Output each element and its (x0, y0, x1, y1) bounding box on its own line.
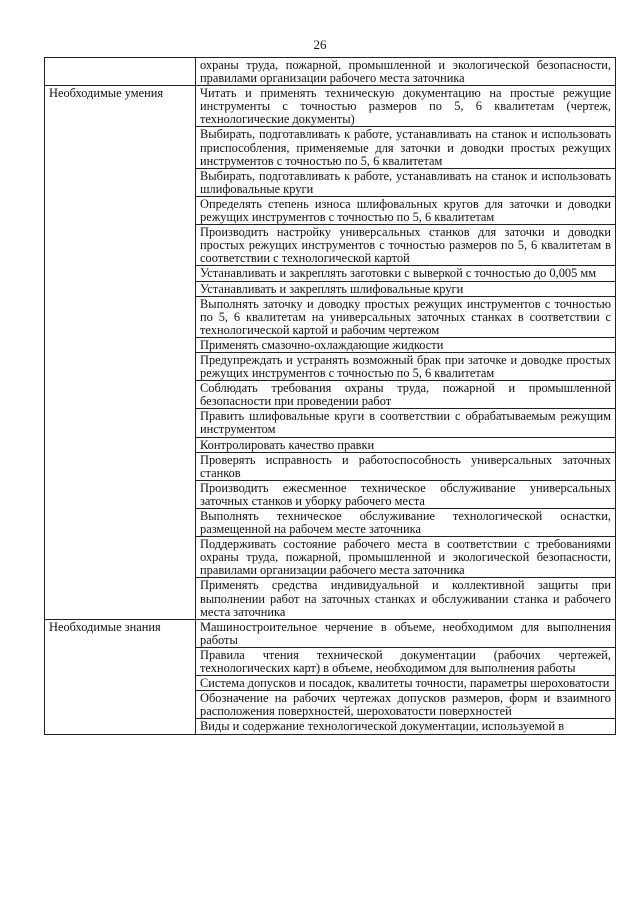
requirement-text: Править шлифовальные круги в соответствии с обрабатываемым режущим инструментом (196, 409, 616, 437)
requirement-text: Система допусков и посадок, квалитеты точности, параметры шероховатости (196, 676, 616, 691)
requirement-text: Выполнять заточку и доводку простых режущих инструментов с точностью по 5, 6 квалитетам на универсальных заточных станках в соответствии с технологической картой и рабочим чертежом (196, 296, 616, 337)
requirements-table (44, 57, 616, 735)
section-label (45, 58, 196, 86)
requirement-text: Определять степень износа шлифовальных кругов для заточки и доводки режущих инструментов с точностью по 5, 6 квалитетам (196, 196, 616, 224)
table-row (45, 619, 616, 647)
requirement-text: Выбирать, подготавливать к работе, устанавливать на станок и использовать приспособления, применяемые для заточки и доводки простых режущих инструментов с точностью по 5, 6 квалитетам (196, 127, 616, 168)
section-label: Необходимые умения (45, 86, 196, 620)
requirement-text: Обозначение на рабочих чертежах допусков размеров, форм и взаимного расположения поверхностей, шероховатости поверхностей (196, 691, 616, 719)
requirement-text: Предупреждать и устранять возможный брак при заточке и доводке простых режущих инструментов с точностью по 5, 6 квалитетам (196, 352, 616, 380)
requirement-text: Соблюдать требования охраны труда, пожарной и промышленной безопасности при проведении работ (196, 381, 616, 409)
requirement-text: Поддерживать состояние рабочего места в соответствии с требованиями охраны труда, пожарной, промышленной и экологической безопасности, правилами организации рабочего места заточника (196, 537, 616, 578)
requirement-text: Устанавливать и закреплять шлифовальные круги (196, 281, 616, 296)
requirement-text: Контролировать качество правки (196, 437, 616, 452)
page-number: 26 (313, 37, 327, 52)
requirement-text: Правила чтения технической документации (рабочих чертежей, технологических карт) в объеме, необходимом для выполнения работы (196, 647, 616, 675)
requirement-text: Применять средства индивидуальной и коллективной защиты при выполнении работ на заточных станках и обслуживании станка и рабочего места заточника (196, 578, 616, 619)
requirement-text: Читать и применять техническую документацию на простые режущие инструменты с точностью размеров по 5, 6 квалитетам (чертеж, технологические документы) (196, 86, 616, 127)
requirement-text: Производить ежесменное техническое обслуживание универсальных заточных станков и уборку рабочего места (196, 480, 616, 508)
table-row (45, 58, 616, 86)
requirement-text: охраны труда, пожарной, промышленной и экологической безопасности, правилами организации рабочего места заточника (196, 58, 616, 86)
requirement-text: Выбирать, подготавливать к работе, устанавливать на станок и использовать шлифовальные круги (196, 168, 616, 196)
requirement-text: Виды и содержание технологической документации, используемой в (196, 719, 616, 734)
requirement-text: Машиностроительное черчение в объеме, необходимом для выполнения работы (196, 619, 616, 647)
requirement-text: Производить настройку универсальных станков для заточки и доводки простых режущих инструментов с точностью размеров по 5, 6 квалитетам в соответствии с технологической картой (196, 225, 616, 266)
requirement-text: Устанавливать и закреплять заготовки с выверкой с точностью до 0,005 мм (196, 266, 616, 281)
requirement-text: Применять смазочно-охлаждающие жидкости (196, 337, 616, 352)
requirement-text: Проверять исправность и работоспособность универсальных заточных станков (196, 452, 616, 480)
section-label: Необходимые знания (45, 619, 196, 734)
table-row (45, 86, 616, 127)
requirement-text: Выполнять техническое обслуживание технологической оснастки, размещенной на рабочем месте заточника (196, 509, 616, 537)
